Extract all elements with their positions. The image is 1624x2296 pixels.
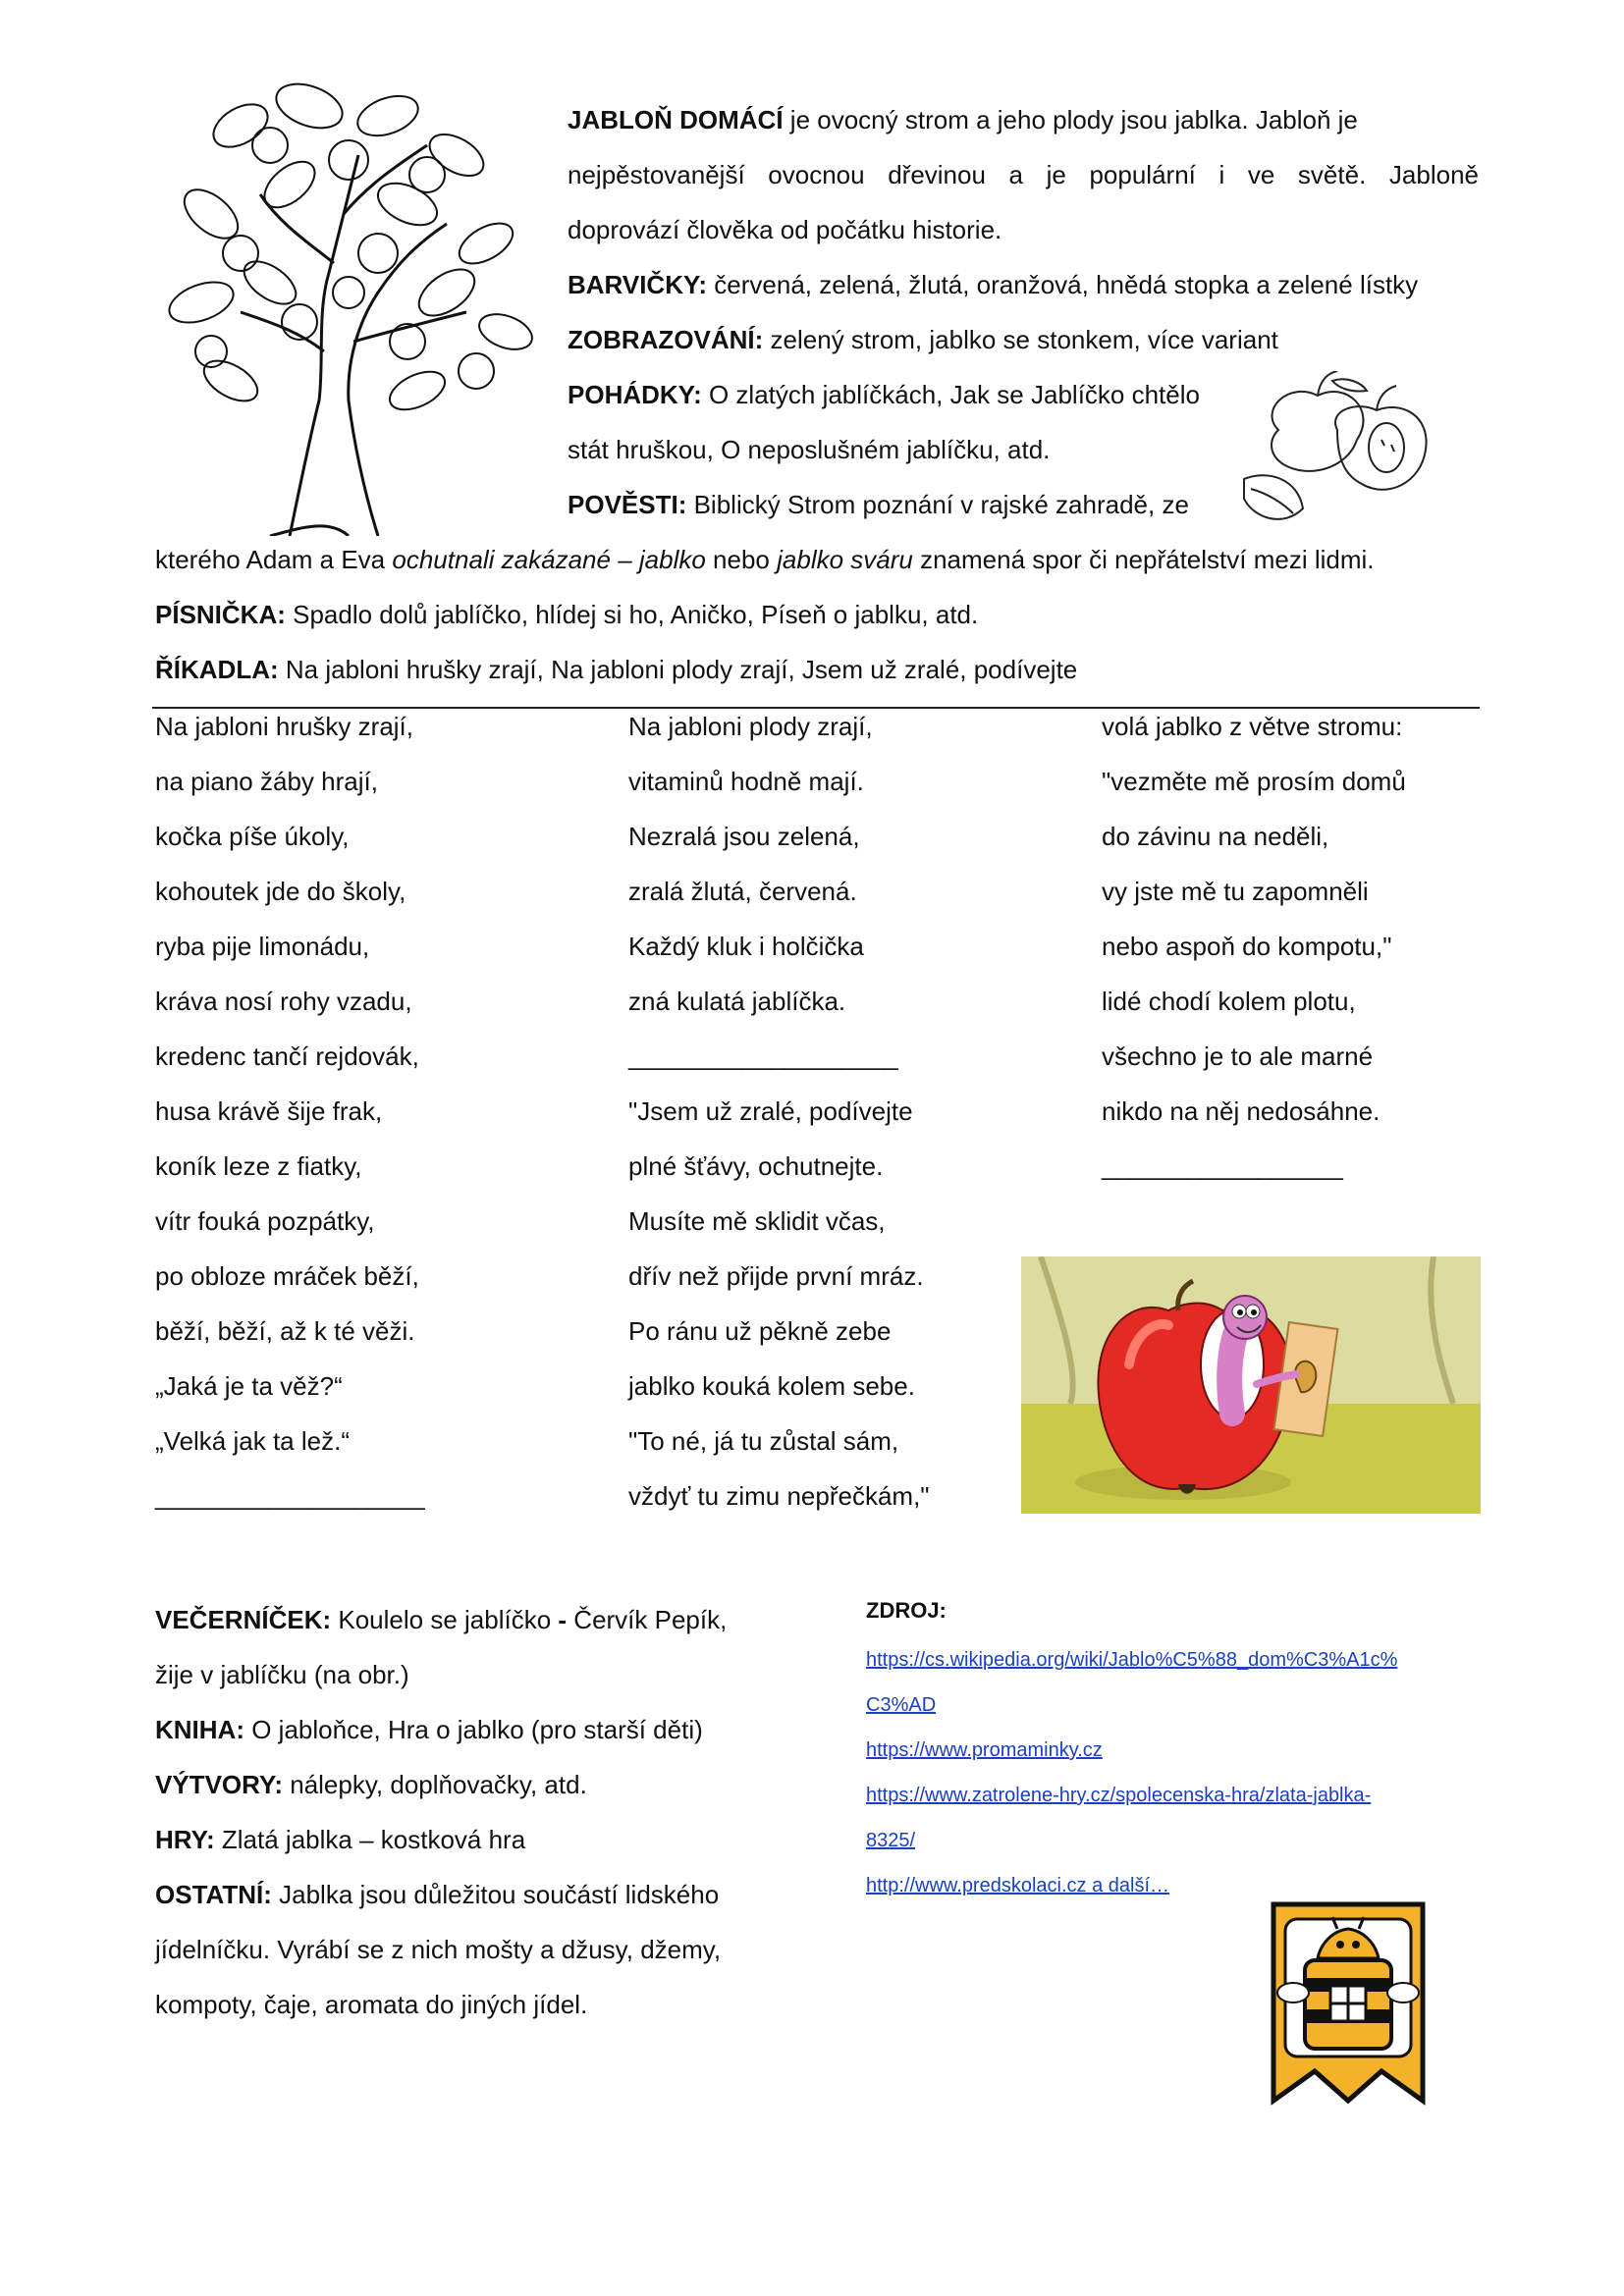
vecernicek-line-2: žije v jablíčku (na obr.) [155, 1660, 409, 1689]
source-link-promaminky[interactable]: https://www.promaminky.cz [866, 1739, 1103, 1761]
poem-line: dřív než přijde první mráz. [628, 1261, 924, 1291]
pisnicka-line [155, 587, 978, 642]
povesti-line-2 [155, 532, 1374, 587]
poem-line: jablko kouká kolem sebe. [628, 1371, 915, 1401]
pohadky-line-2: stát hruškou, O neposlušném jablíčku, atd. [568, 435, 1051, 464]
ostatni-line-3: kompoty, čaje, aromata do jiných jídel. [155, 1990, 588, 2019]
source-link-zatrolene-hry-cont[interactable]: 8325/ [866, 1830, 916, 1851]
poem-line: běží, běží, až k té věži. [155, 1316, 415, 1346]
poem-line: kráva nosí rohy vzadu, [155, 987, 412, 1016]
poem-column-2 [628, 699, 930, 1523]
ostatni-label: OSTATNÍ: [155, 1880, 272, 1909]
rikadla-label: ŘÍKADLA: [155, 655, 279, 684]
vytvory-text: nálepky, doplňovačky, atd. [283, 1770, 587, 1799]
kniha-label: KNIHA: [155, 1715, 244, 1744]
kniha-line [155, 1702, 703, 1757]
poem-line: ryba pije limonádu, [155, 932, 370, 961]
zobrazovani-text: zelený strom, jablko se stonkem, více variant [763, 325, 1278, 354]
poem-line: Na jabloni plody zrají, [628, 712, 873, 741]
povesti-italic-1: ochutnali zakázané – jablko [392, 545, 706, 574]
povesti-text-c: znamená spor či nepřátelství mezi lidmi. [912, 545, 1375, 574]
intro-line-2: nejpěstovanější ovocnou dřevinou a je populární i ve světě. Jabloně [568, 160, 1479, 189]
poem-line: kredenc tančí rejdovák, [155, 1041, 419, 1071]
poem-line: Musíte mě sklidit včas, [628, 1206, 886, 1236]
poem-line: nebo aspoň do kompotu," [1102, 932, 1392, 961]
poem-line: husa krávě šije frak, [155, 1096, 383, 1126]
poem-line: koník leze z fiatky, [155, 1151, 362, 1181]
hry-line [155, 1812, 525, 1867]
barvicky-label: BARVIČKY: [568, 270, 708, 299]
pohadky-text: O zlatých jablíčkách, Jak se Jablíčko chtělo [701, 380, 1200, 409]
cartoon-worm-apple-image [1021, 1256, 1481, 1514]
hry-text: Zlatá jablka – kostková hra [214, 1825, 526, 1854]
poem-line: Každý kluk i holčička [628, 932, 864, 961]
poem-line: _________________ [1102, 1151, 1343, 1181]
ostatni-line-2: jídelníčku. Vyrábí se z nich mošty a džusy, džemy, [155, 1935, 722, 1964]
poem-line: „Velká jak ta lež.“ [155, 1426, 350, 1456]
bee-house-logo [1264, 1890, 1433, 2106]
poem-line: nikdo na něj nedosáhne. [1102, 1096, 1380, 1126]
poem-line: ___________________ [155, 1481, 425, 1511]
intro-line-3: doprovází člověka od počátku historie. [568, 215, 1002, 244]
barvicky-line [568, 257, 1418, 312]
intro-label: JABLOŇ DOMÁCÍ [568, 105, 784, 134]
ostatni-text: Jablka jsou důležitou součástí lidského [271, 1880, 720, 1909]
ostatni-line [155, 1867, 719, 1922]
poem-line: zná kulatá jablíčka. [628, 987, 846, 1016]
source-link-predskolaci[interactable]: http://www.predskolaci.cz a další… [866, 1875, 1170, 1896]
pisnicka-text: Spadlo dolů jablíčko, hlídej si ho, Aničko, Píseň o jablku, atd. [285, 600, 979, 629]
poem-line: lidé chodí kolem plotu, [1102, 987, 1356, 1016]
zobrazovani-line [568, 312, 1278, 367]
apple-tree-illustration [152, 67, 540, 536]
povesti-line [568, 477, 1189, 532]
vecernicek-text-2: Červík Pepík, [567, 1605, 728, 1634]
poem-line: všechno je to ale marné [1102, 1041, 1374, 1071]
sources-list [866, 1637, 1397, 1908]
poem-column-3 [1102, 699, 1406, 1194]
poem-line: do závinu na neděli, [1102, 822, 1329, 851]
source-link-wikipedia[interactable]: https://cs.wikipedia.org/wiki/Jablo%C5%88_dom%C3%A1c% [866, 1649, 1398, 1671]
pohadky-label: POHÁDKY: [568, 380, 702, 409]
poem-column-1 [155, 699, 425, 1523]
poem-line: "Jsem už zralé, podívejte [628, 1096, 913, 1126]
vecernicek-dash: - [558, 1605, 568, 1634]
source-link-wikipedia-cont[interactable]: C3%AD [866, 1694, 937, 1716]
poem-line: Na jabloni hrušky zrají, [155, 712, 413, 741]
poem-line: kohoutek jde do školy, [155, 877, 406, 906]
barvicky-text: červená, zelená, žlutá, oranžová, hnědá stopka a zelené lístky [707, 270, 1419, 299]
vytvory-label: VÝTVORY: [155, 1770, 284, 1799]
vecernicek-text: Koulelo se jablíčko [331, 1605, 559, 1634]
poem-line: plné šťávy, ochutnejte. [628, 1151, 884, 1181]
zobrazovani-label: ZOBRAZOVÁNÍ: [568, 325, 764, 354]
poem-line: "vezměte mě prosím domů [1102, 767, 1406, 796]
vytvory-line [155, 1757, 587, 1812]
poem-line: Nezralá jsou zelená, [628, 822, 860, 851]
apple-halves-illustration [1239, 371, 1440, 540]
pisnicka-label: PÍSNIČKA: [155, 600, 286, 629]
povesti-text-b: nebo [705, 545, 778, 574]
vecernicek-label: VEČERNÍČEK: [155, 1605, 332, 1634]
povesti-italic-2: jablko sváru [777, 545, 913, 574]
rikadla-line [155, 642, 1077, 697]
poem-line: "To né, já tu zůstal sám, [628, 1426, 899, 1456]
povesti-text: Biblický Strom poznání v rajské zahradě, ze [686, 490, 1189, 519]
sources-title: ZDROJ: [866, 1598, 947, 1623]
vecernicek-line [155, 1592, 727, 1647]
kniha-text: O jabloňce, Hra o jablko (pro starší děti) [244, 1715, 703, 1744]
poem-line: po obloze mráček běží, [155, 1261, 419, 1291]
poem-line: zralá žlutá, červená. [628, 877, 857, 906]
poem-line: Po ránu už pěkně zebe [628, 1316, 892, 1346]
poem-line: vitaminů hodně mají. [628, 767, 864, 796]
hry-label: HRY: [155, 1825, 215, 1854]
povesti-label: POVĚSTI: [568, 490, 687, 519]
rikadla-text: Na jabloni hrušky zrají, Na jabloni plody zrají, Jsem už zralé, podívejte [278, 655, 1078, 684]
source-link-zatrolene-hry[interactable]: https://www.zatrolene-hry.cz/spolecenska-hra/zlata-jablka- [866, 1785, 1372, 1806]
pohadky-line [568, 367, 1200, 422]
poem-line: na piano žáby hrají, [155, 767, 378, 796]
intro-text: je ovocný strom a jeho plody jsou jablka. Jabloň je [783, 105, 1358, 134]
intro-line-1 [568, 92, 1358, 147]
povesti-text-a: kterého Adam a Eva [155, 545, 393, 574]
poem-line: ___________________ [628, 1041, 898, 1071]
poem-line: „Jaká je ta věž?“ [155, 1371, 343, 1401]
poem-line: vždyť tu zimu nepřečkám," [628, 1481, 930, 1511]
poem-line: kočka píše úkoly, [155, 822, 350, 851]
poem-line: volá jablko z větve stromu: [1102, 712, 1403, 741]
poem-line: vy jste mě tu zapomněli [1102, 877, 1369, 906]
poem-line: vítr fouká pozpátky, [155, 1206, 375, 1236]
